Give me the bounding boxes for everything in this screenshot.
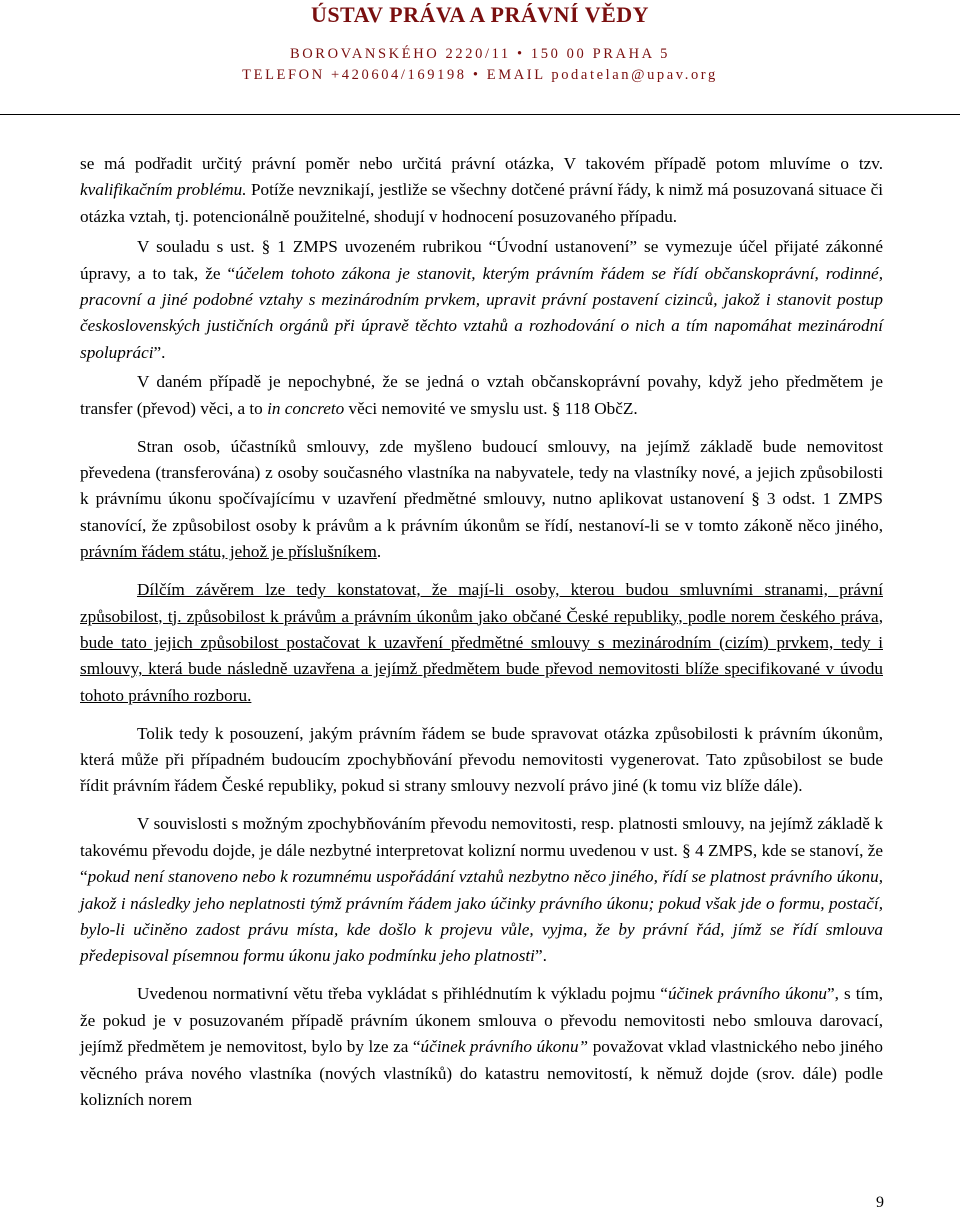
p7-quote: pokud není stanoveno nebo k rozumnému uspořádání vztahů nezbytno něco jiného, řídí se platnost právního úkonu, jakož i následky jeho neplatnosti týmž právním řádem jako účinky právního úkonu; pokud však jde o formu, postačí, bylo-li učiněno zadost právu místa, kde došlo k projevu vůle, vyjma, že by právní řád, jímž se řídí smlouva předepisoval písemnou formu úkonu jako podmínku jeho platnosti [80,867,883,966]
paragraph-8 [80,981,883,1113]
p4-end: . [376,542,382,562]
p5-underlined-conclusion: Dílčím závěrem lze tedy konstatovat, že mají-li osoby, kterou budou smluvními stranami, právní způsobilost, tj. způsobilost k právům a právním úkonům jako občané České republiky, podle norem českého práva, bude tato jejich způsobilost postačovat k uzavření předmětné smlouvy s mezinárodním (cizím) prvkem, tedy i smlouvy, která bude následně uzavřena a jejímž předmětem bude převod nemovitosti blíže specifikované v úvodu tohoto právního rozboru. [80,580,883,705]
page-number: 9 [876,1194,884,1211]
p8-text-2: ”, s tím, že pokud je v posuzovaném případě právním úkonem smlouva o převodu nemovitosti nebo smlouva darovací, jejímž předmětem je nemovitost, bylo by lze za “ [80,984,883,1057]
p3-text: V daném případě je nepochybné, že se jedná o vztah občanskoprávní povahy, když jeho předmětem je transfer (převod) věci, a to [80,372,883,418]
paragraph-1 [80,151,883,230]
p2-quote: účelem tohoto zákona je stanovit, kterým právním řádem se řídí občanskoprávní, rodinné, pracovní a jiné podobné vztahy s mezinárodním prvkem, upravit právní postavení cizinců, jakož i stanovit postup československých justičních orgánů při úpravě těchto vztahů a rozhodování o nich a tím napomáhat mezinárodní spolupráci [80,263,883,362]
institute-contact: TELEFON +420604/169198 • EMAIL podatelan@upav.org [242,67,718,83]
p6-text: Tolik tedy k posouzení, jakým právním řádem se bude spravovat otázka způsobilosti k právním úkonům, která může při případném budoucím zpochybňování převodu nemovitosti vygenerovat. Tato způsobilost se bude řídit právním řádem České republiky, pokud si strany smlouvy nezvolí právo jiné (k tomu viz blíže dále). [80,723,883,796]
institute-address: BOROVANSKÉHO 2220/11 • 150 00 PRAHA 5 [289,46,671,62]
p7-end: ”. [534,946,547,966]
p7-text: V souvislosti s možným zpochybňováním převodu nemovitosti, resp. platnosti smlouvy, na jejímž základě k takovému převodu dojde, je dále nezbytné interpretovat kolizní normu uvedenou v ust. § 4 ZMPS, kde se stanoví, že “ [80,814,883,887]
p4-underlined: právním řádem státu, jehož je příslušníkem [80,542,377,562]
p8-text-3: považovat vklad vlastnického nebo jiného věcného práva nového vlastníka (nových vlastníků) do katastru nemovitostí, k němuž dojde (srov. dále) podle kolizních norem [80,1037,883,1109]
p1-text: se má podřadit určitý právní poměr nebo určitá právní otázka, V takovém případě potom mluvíme o tzv. [80,154,883,173]
paragraph-2 [80,234,883,366]
p8-text: Uvedenou normativní větu třeba vykládat s přihlédnutím k výkladu pojmu “ [137,984,668,1004]
p8-italic-2: účinek právního úkonu” [420,1037,589,1057]
p2-text: V souladu s ust. § 1 ZMPS uvozeném rubrikou “Úvodní ustanovení” se vymezuje účel přijaté zákonné úpravy, a to tak, že “ [80,237,883,283]
p4-text: Stran osob, účastníků smlouvy, zde myšleno budoucí smlouvy, na jejímž základě bude nemovitost převedena (transferována) z osoby současného vlastníka na nabyvatele, tedy na vlastníky nové, a jejich způsobilosti k právnímu úkonu spočívajícímu v uzavření předmětné smlouvy, nutno aplikovat ustanovení § 3 odst. 1 ZMPS stanovící, že způsobilost osoby k právům a k právním úkonům se řídí, nestanoví-li se v tomto zákoně něco jiného, [80,436,883,535]
paragraph-7 [80,811,883,969]
header-divider [0,114,960,115]
p3-italic: in concreto [267,398,345,418]
p2-end: ”. [153,342,166,362]
institute-title: ÚSTAV PRÁVA A PRÁVNÍ VĚDY [310,2,650,27]
paragraph-3 [80,369,883,422]
paragraph-6 [80,721,883,800]
paragraph-4 [80,434,883,566]
document-body [80,151,883,1125]
p3-end: věci nemovité ve smyslu ust. § 118 ObčZ. [344,398,638,418]
paragraph-5 [80,577,883,709]
p8-italic-1: účinek právního úkonu [667,984,828,1004]
p1-rest: Potíže nevznikají, jestliže se všechny dotčené právní řády, k nimž má posuzovaná situace či otázka vztah, tj. potencionálně použitelné, shodují v hodnocení posuzovaného případu. [80,180,884,226]
p1-italic: kvalifikačním problému. [80,180,247,200]
